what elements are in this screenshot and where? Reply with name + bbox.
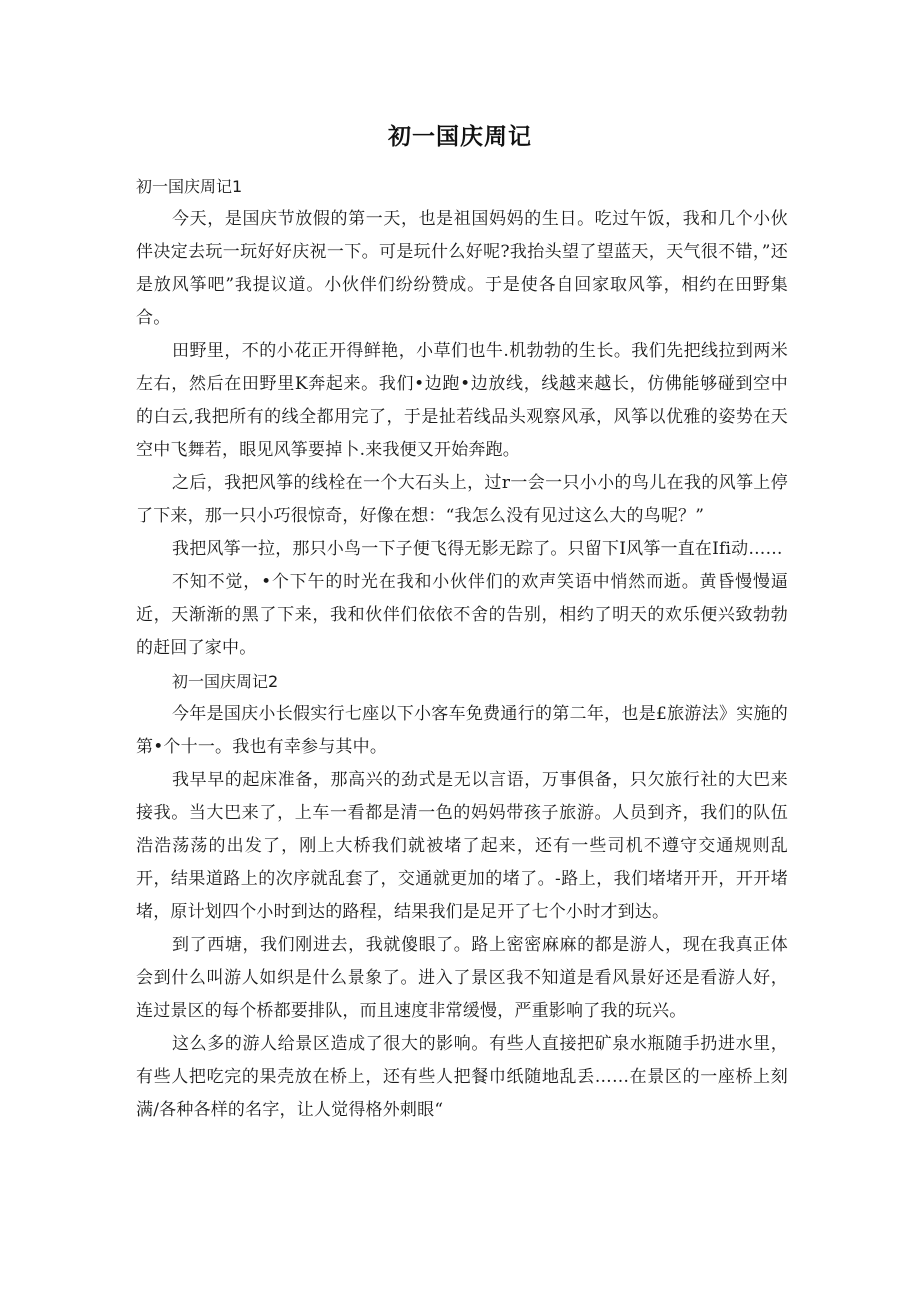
section-heading: 初一国庆周记1: [136, 177, 243, 196]
section-1: [136, 170, 788, 665]
paragraph: 今天，是国庆节放假的第一天，也是祖国妈妈的生日。吃过午饭，我和几个小伙伴决定去玩一玩好好庆祝一下。可是玩什么好呢?我抬头望了望蓝天，天气很不错，”还是放风筝吧”我提议道。小伙伴们纷纷赞成。于是使各自回家取风筝，相约在田野集合。: [136, 209, 788, 328]
section-2: [136, 665, 788, 1127]
section-heading: 初一国庆周记2: [172, 672, 279, 691]
paragraph: 不知不觉，•个下午的时光在我和小伙伴们的欢声笑语中悄然而逝。黄昏慢慢逼近，天渐渐的黑了下来，我和伙伴们依依不舍的告别，相约了明天的欢乐便兴致勃勃的赶回了家中。: [136, 572, 788, 658]
paragraph: 我把风筝一拉，那只小鸟一下子便飞得无影无踪了。只留下I风筝一直在Ifi动……: [172, 539, 783, 559]
paragraph: 这么多的游人给景区造成了很大的影响。有些人直接把矿泉水瓶随手扔进水里，有些人把吃完的果壳放在桥上，还有些人把餐巾纸随地乱丢……在景区的一座桥上刻满/各种各样的名字，让人觉得格外刺眼“: [136, 1034, 788, 1120]
paragraph: 田野里，不的小花正开得鲜艳，小草们也牛.机勃勃的生长。我们先把线拉到两米左右，然后在田野里K奔起来。我们•边跑•边放线，线越来越长，仿佛能够碰到空中的白云,我把所有的线全都用完了，于是扯若线品头观察风承，风筝以优雅的姿势在天空中飞舞若，眼见风筝要掉卜.来我便又开始奔跑。: [136, 341, 788, 460]
paragraph: 今年是国庆小长假实行七座以下小客车免费通行的第二年，也是£旅游法》实施的第•个十一。我也有幸参与其中。: [136, 704, 788, 757]
paragraph: 我早早的起床准备，那高兴的劲式是无以言语，万事俱备，只欠旅行社的大巴来接我。当大巴来了，上车一看都是清一色的妈妈带孩子旅游。人员到齐，我们的队伍浩浩荡荡的出发了，刚上大桥我们就被堵了起来，还有一些司机不遵守交通规则乱开，结果道路上的次序就乱套了，交通就更加的堵了。-路上，我们堵堵开开，开开堵堵，原计划四个小时到达的路程，结果我们是足开了七个小时才到达。: [136, 770, 788, 922]
document-body: [136, 170, 788, 1127]
paragraph: 到了西塘，我们刚进去，我就傻眼了。路上密密麻麻的都是游人，现在我真正体会到什么叫游人如织是什么景象了。进入了景区我不知道是看风景好还是看游人好，连过景区的每个桥都要排队，而且速度非常缓慢，严重影响了我的玩兴。: [136, 935, 788, 1021]
paragraph: 之后，我把风筝的线栓在一个大石头上，过r一会一只小小的鸟儿在我的风筝上停了下来，那一只小巧很惊奇，好像在想：“我怎么没有见过这么大的鸟呢？”: [136, 473, 788, 526]
document-title: 初一国庆周记: [388, 124, 532, 150]
